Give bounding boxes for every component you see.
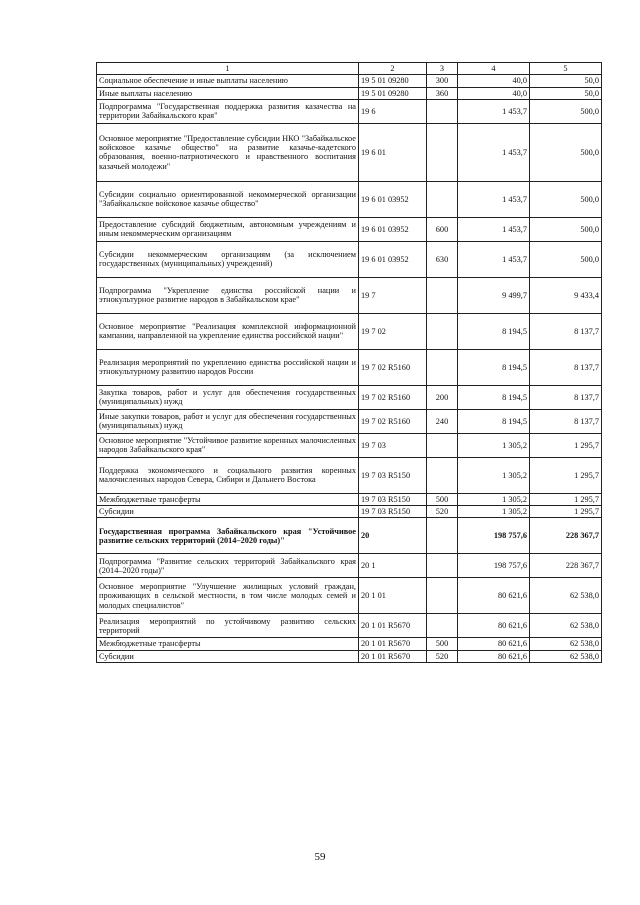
- row-amount-1: 8 194,5: [458, 349, 530, 385]
- row-code: 20 1: [359, 554, 427, 578]
- row-amount-2: 500,0: [530, 123, 602, 181]
- row-amount-1: 1 305,2: [458, 457, 530, 493]
- row-code: 19 6 01: [359, 123, 427, 181]
- table-header-row: [97, 63, 602, 75]
- row-amount-1: 8 194,5: [458, 385, 530, 409]
- row-amount-2: 228 367,7: [530, 554, 602, 578]
- row-code: 19 6 01 03952: [359, 217, 427, 241]
- table-row: [97, 493, 602, 505]
- column-header-1: 1: [97, 63, 359, 75]
- row-amount-1: 8 194,5: [458, 313, 530, 349]
- row-amount-1: 1 305,2: [458, 506, 530, 518]
- table-row: [97, 578, 602, 614]
- row-code: 19 5 01 09280: [359, 87, 427, 99]
- row-code: 19 6: [359, 99, 427, 123]
- row-name: Субсидии: [97, 506, 359, 518]
- row-name: Поддержка экономического и социального развития коренных малочисленных народов Севера, Сибири и Дальнего Востока: [97, 457, 359, 493]
- row-amount-1: 198 757,6: [458, 518, 530, 554]
- row-expense-type: 520: [427, 506, 458, 518]
- table-row: [97, 349, 602, 385]
- row-name: Основное мероприятие "Улучшение жилищных условий граждан, проживающих в сельской местности, в том числе молодых семей и молодых специалистов": [97, 578, 359, 614]
- row-expense-type: [427, 457, 458, 493]
- row-code: 20 1 01 R5670: [359, 650, 427, 662]
- row-amount-2: 1 295,7: [530, 506, 602, 518]
- row-amount-2: 500,0: [530, 217, 602, 241]
- row-expense-type: [427, 313, 458, 349]
- row-amount-2: 50,0: [530, 87, 602, 99]
- row-code: 20 1 01: [359, 578, 427, 614]
- row-amount-2: 62 538,0: [530, 614, 602, 638]
- row-name: Субсидии некоммерческим организациям (за исключением государственных (муниципальных) учреждений): [97, 241, 359, 277]
- row-amount-1: 40,0: [458, 87, 530, 99]
- row-amount-1: 80 621,6: [458, 578, 530, 614]
- row-name: Подпрограмма "Развитие сельских территорий Забайкальского края (2014–2020 годы)": [97, 554, 359, 578]
- table-row: [97, 99, 602, 123]
- table-row: [97, 313, 602, 349]
- row-amount-1: 1 453,7: [458, 99, 530, 123]
- row-code: 19 6 01 03952: [359, 241, 427, 277]
- row-expense-type: [427, 433, 458, 457]
- table-row: [97, 277, 602, 313]
- row-code: 19 7 02 R5160: [359, 385, 427, 409]
- row-expense-type: 200: [427, 385, 458, 409]
- row-expense-type: [427, 123, 458, 181]
- row-amount-1: 40,0: [458, 75, 530, 87]
- table-row: [97, 638, 602, 650]
- row-amount-2: 62 538,0: [530, 638, 602, 650]
- row-code: 19 7 02 R5160: [359, 349, 427, 385]
- row-code: 20: [359, 518, 427, 554]
- table-row: [97, 75, 602, 87]
- row-name: Субсидии: [97, 650, 359, 662]
- row-amount-1: 80 621,6: [458, 650, 530, 662]
- row-expense-type: 500: [427, 638, 458, 650]
- row-name: Закупка товаров, работ и услуг для обеспечения государственных (муниципальных) нужд: [97, 385, 359, 409]
- table-row: [97, 385, 602, 409]
- row-amount-1: 198 757,6: [458, 554, 530, 578]
- page-number: 59: [314, 851, 326, 863]
- row-amount-1: 1 453,7: [458, 217, 530, 241]
- row-expense-type: 240: [427, 409, 458, 433]
- column-header-4: 4: [458, 63, 530, 75]
- row-expense-type: [427, 181, 458, 217]
- row-expense-type: [427, 349, 458, 385]
- table-row: [97, 123, 602, 181]
- row-name: Предоставление субсидий бюджетным, автономным учреждениям и иным некоммерческим организациям: [97, 217, 359, 241]
- column-header-5: 5: [530, 63, 602, 75]
- table-row: [97, 518, 602, 554]
- column-header-3: 3: [427, 63, 458, 75]
- row-code: 19 7 02 R5160: [359, 409, 427, 433]
- row-amount-2: 62 538,0: [530, 578, 602, 614]
- row-amount-2: 228 367,7: [530, 518, 602, 554]
- row-amount-1: 1 305,2: [458, 433, 530, 457]
- table-row: [97, 181, 602, 217]
- row-amount-1: 80 621,6: [458, 638, 530, 650]
- row-expense-type: [427, 277, 458, 313]
- row-amount-2: 500,0: [530, 241, 602, 277]
- row-name: Подпрограмма "Укрепление единства российской нации и этнокультурное развитие народов в Забайкальском крае": [97, 277, 359, 313]
- row-expense-type: [427, 99, 458, 123]
- row-code: 20 1 01 R5670: [359, 638, 427, 650]
- table-row: [97, 409, 602, 433]
- row-code: 19 7 03 R5150: [359, 506, 427, 518]
- table-row: [97, 87, 602, 99]
- row-amount-1: 1 453,7: [458, 123, 530, 181]
- table-row: [97, 457, 602, 493]
- row-name: Реализация мероприятий по устойчивому развитию сельских территорий: [97, 614, 359, 638]
- row-expense-type: 600: [427, 217, 458, 241]
- row-name: Субсидии социально ориентированной некоммерческой организации "Забайкальское войсковое казачье общество": [97, 181, 359, 217]
- column-header-2: 2: [359, 63, 427, 75]
- row-expense-type: 520: [427, 650, 458, 662]
- row-name: Государственная программа Забайкальского края "Устойчивое развитие сельских территорий (2014–2020 годы)": [97, 518, 359, 554]
- table-row: [97, 506, 602, 518]
- row-amount-2: 8 137,7: [530, 349, 602, 385]
- row-name: Межбюджетные трансферты: [97, 638, 359, 650]
- table-row: [97, 241, 602, 277]
- table-row: [97, 650, 602, 662]
- row-expense-type: [427, 614, 458, 638]
- row-name: Реализация мероприятий по укреплению единства российской нации и этнокультурному развитию народов России: [97, 349, 359, 385]
- row-name: Основное мероприятие "Предоставление субсидии НКО "Забайкальское войсковое казачье общество" на развитие казачье-кадетского образования, военно-патриотического и нравственного воспитания казачьей молодежи": [97, 123, 359, 181]
- row-amount-2: 500,0: [530, 181, 602, 217]
- table-row: [97, 614, 602, 638]
- budget-table: [96, 62, 602, 663]
- row-amount-2: 62 538,0: [530, 650, 602, 662]
- row-amount-2: 8 137,7: [530, 385, 602, 409]
- row-expense-type: 360: [427, 87, 458, 99]
- table-row: [97, 217, 602, 241]
- row-amount-1: 1 305,2: [458, 493, 530, 505]
- table-row: [97, 554, 602, 578]
- row-name: Подпрограмма "Государственная поддержка развития казачества на территории Забайкальского края": [97, 99, 359, 123]
- row-amount-1: 1 453,7: [458, 241, 530, 277]
- row-name: Основное мероприятие "Реализация комплексной информационной кампании, направленной на укрепление единства российской нации": [97, 313, 359, 349]
- row-expense-type: 630: [427, 241, 458, 277]
- row-amount-1: 8 194,5: [458, 409, 530, 433]
- row-expense-type: [427, 518, 458, 554]
- row-amount-2: 9 433,4: [530, 277, 602, 313]
- row-amount-2: 1 295,7: [530, 457, 602, 493]
- row-amount-2: 1 295,7: [530, 493, 602, 505]
- row-amount-2: 50,0: [530, 75, 602, 87]
- row-code: 19 7 02: [359, 313, 427, 349]
- row-code: 19 7: [359, 277, 427, 313]
- row-code: 19 7 03 R5150: [359, 457, 427, 493]
- row-code: 19 5 01 09280: [359, 75, 427, 87]
- row-name: Межбюджетные трансферты: [97, 493, 359, 505]
- table-body: [97, 63, 602, 663]
- row-name: Иные закупки товаров, работ и услуг для обеспечения государственных (муниципальных) нужд: [97, 409, 359, 433]
- row-expense-type: 300: [427, 75, 458, 87]
- row-code: 19 7 03 R5150: [359, 493, 427, 505]
- row-amount-1: 80 621,6: [458, 614, 530, 638]
- row-code: 20 1 01 R5670: [359, 614, 427, 638]
- row-name: Социальное обеспечение и иные выплаты населению: [97, 75, 359, 87]
- row-amount-2: 1 295,7: [530, 433, 602, 457]
- row-expense-type: [427, 554, 458, 578]
- row-amount-2: 8 137,7: [530, 313, 602, 349]
- row-expense-type: 500: [427, 493, 458, 505]
- row-amount-1: 1 453,7: [458, 181, 530, 217]
- row-amount-2: 500,0: [530, 99, 602, 123]
- row-amount-2: 8 137,7: [530, 409, 602, 433]
- table-row: [97, 433, 602, 457]
- row-code: 19 6 01 03952: [359, 181, 427, 217]
- row-expense-type: [427, 578, 458, 614]
- row-name: Основное мероприятие "Устойчивое развитие коренных малочисленных народов Забайкальского края": [97, 433, 359, 457]
- row-code: 19 7 03: [359, 433, 427, 457]
- row-amount-1: 9 499,7: [458, 277, 530, 313]
- row-name: Иные выплаты населению: [97, 87, 359, 99]
